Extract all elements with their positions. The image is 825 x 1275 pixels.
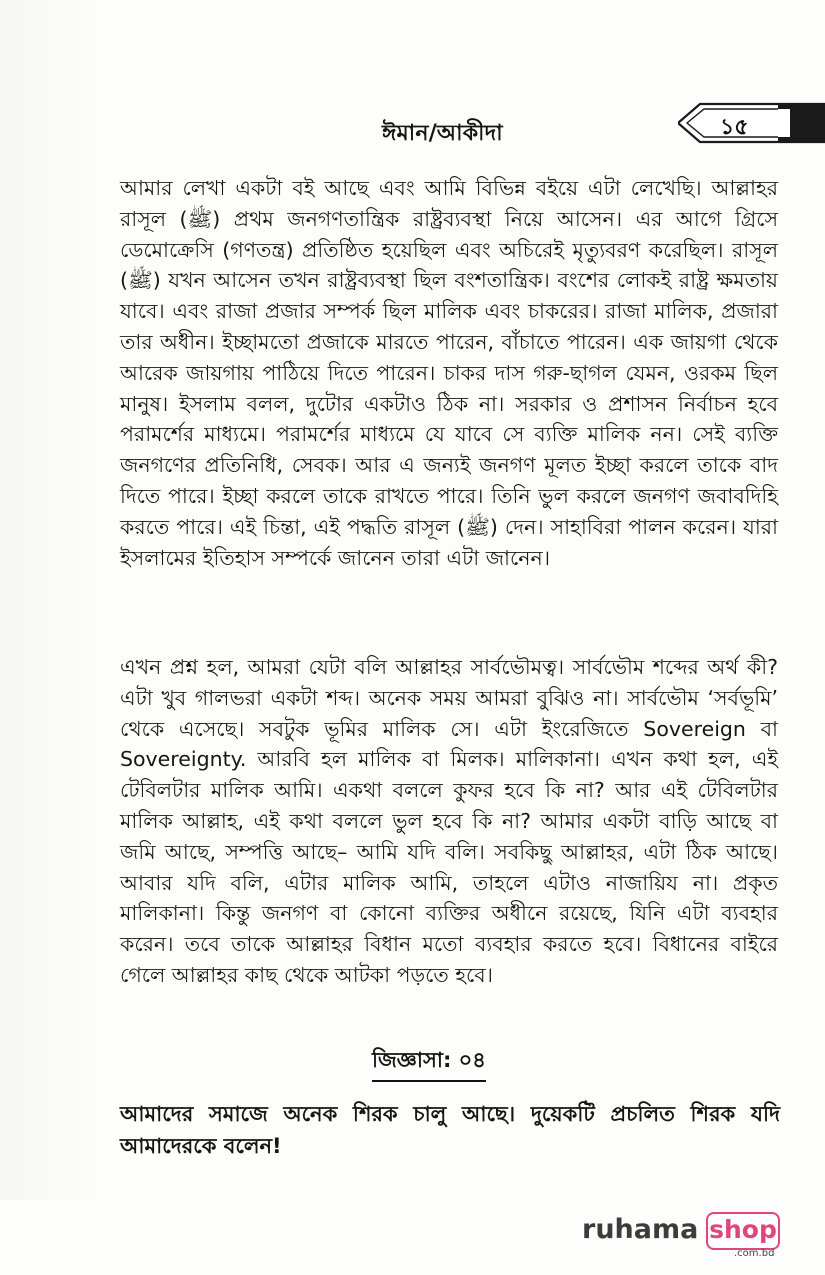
- body-paragraph-2: এখন প্রশ্ন হল, আমরা যেটা বলি আল্লাহর সার্বভৌমত্ব। সার্বভৌম শব্দের অর্থ কী? এটা খুব গালভরা একটা শব্দ। অনেক সময় আমরা বুঝিও না। সার্বভৌম ‘সর্বভূমি’ থেকে এসেছে। সবটুক ভূমির মালিক সে। এটা ইংরেজিতে Sovereign বা Sovereignty. আরবি হল মালিক বা মিলক। মালিকানা। এখন কথা হল, এই টেবিলটার মালিক আমি। একথা বললে কুফর হবে কি না? আর এই টেবিলটার মালিক আল্লাহ, এই কথা বললে ভুল হবে কি না? আমার একটা বাড়ি আছে বা জমি আছে, সম্পত্তি আছে– আমি যদি বলি। সবকিছু আল্লাহর, এটা ঠিক আছে। আবার যদি বলি, এটার মালিক আমি, তাহলে এটাও নাজায়িয না। প্রকৃত মালিকানা। কিন্তু জনগণ বা কোনো ব্যক্তির অধীনে রয়েছে, যিনি এটা ব্যবহার করেন। তবে তাকে আল্লাহর বিধান মতো ব্যবহার করতে হবে। বিধানের বাইরে গেলে আল্লাহর কাছ থেকে আটকা পড়তে হবে।: [120, 655, 778, 987]
- page-shadow-strip: [0, 0, 104, 1200]
- question-heading: জিজ্ঞাসা: ০৪: [372, 1044, 486, 1082]
- question-text: আমাদের সমাজে অনেক শিরক চালু আছে। দুয়েকটি প্রচলিত শিরক যদি আমাদেরকে বলেন!: [120, 1102, 780, 1158]
- watermark-ruhama-text: ruhama: [582, 1214, 699, 1245]
- page-number-tab: [678, 102, 825, 144]
- ruhamashop-watermark-logo: [582, 1212, 782, 1258]
- watermark-shop-badge: shop: [706, 1212, 780, 1250]
- page-number: ১৫: [720, 115, 749, 140]
- page-tab-shape: [678, 102, 825, 144]
- running-header-title: ঈমান/আকীদা: [382, 121, 503, 146]
- body-paragraph-1: আমার লেখা একটা বই আছে এবং আমি বিভিন্ন বইয়ে এটা লেখেছি। আল্লাহর রাসূল (ﷺ) প্রথম জনগণতান্ত্রিক রাষ্ট্রব্যবস্থা নিয়ে আসেন। এর আগে গ্রিসে ডেমোক্রেসি (গণতন্ত্র) প্রতিষ্ঠিত হয়েছিল এবং অচিরেই মৃত্যুবরণ করেছিল। রাসূল (ﷺ) যখন আসেন তখন রাষ্ট্রব্যবস্থা ছিল বংশতান্ত্রিক। বংশের লোকই রাষ্ট্র ক্ষমতায় যাবে। এবং রাজা প্রজার সম্পর্ক ছিল মালিক এবং চাকরের। রাজা মালিক, প্রজারা তার অধীন। ইচ্ছামতো প্রজাকে মারতে পারেন, বাঁচাতে পারেন। এক জায়গা থেকে আরেক জায়গায় পাঠিয়ে দিতে পারেন। চাকর দাস গরু-ছাগল যেমন, ওরকম ছিল মানুষ। ইসলাম বলল, দুটোর একটাও ঠিক না। সরকার ও প্রশাসন নির্বাচন হবে পরামর্শের মাধ্যমে। পরামর্শের মাধ্যমে যে যাবে সে ব্যক্তি মালিক নন। সেই ব্যক্তি জনগণের প্রতিনিধি, সেবক। আর এ জন্যই জনগণ মূলত ইচ্ছা করলে তাকে বাদ দিতে পারে। ইচ্ছা করলে তাকে রাখতে পারে। তিনি ভুল করলে জনগণ জবাবদিহি করতে পারে। এই চিন্তা, এই পদ্ধতি রাসূল (ﷺ) দেন। সাহাবিরা পালন করেন। যারা ইসলামের ইতিহাস সম্পর্কে জানেন তারা এটা জানেন।: [120, 176, 778, 570]
- watermark-domain-text: .com.bd: [734, 1248, 775, 1259]
